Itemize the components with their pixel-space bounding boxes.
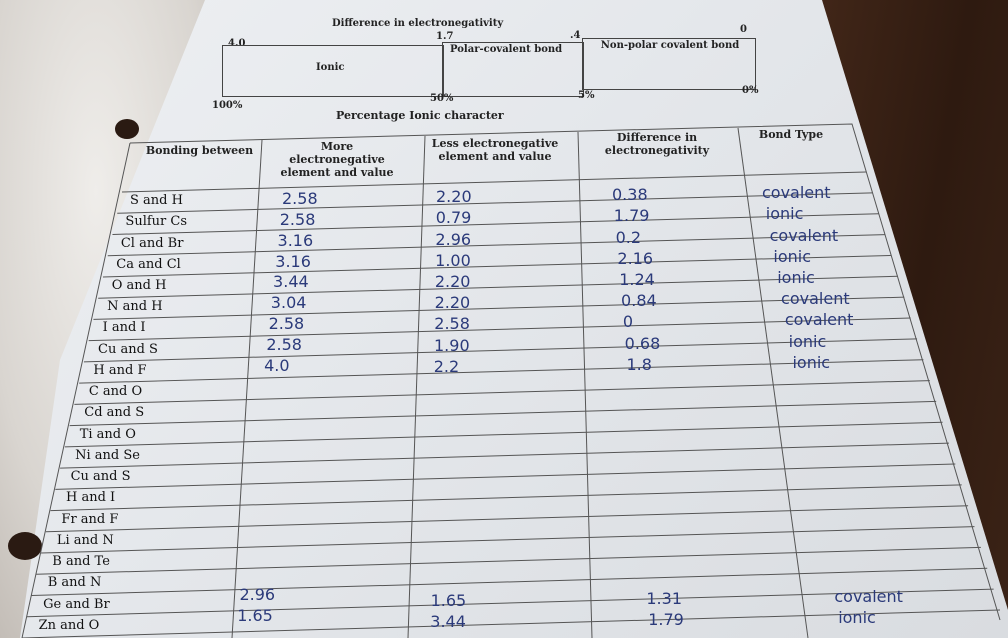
row-divider (60, 443, 949, 468)
row-pair-label: Zn and O (38, 617, 100, 633)
percent-0: 0% (742, 85, 759, 96)
row-divider (41, 527, 974, 553)
difference-value: 0.68 (624, 333, 661, 353)
row-pair-label: Cu and S (70, 469, 131, 485)
header-difference: Difference in electronegativity (604, 131, 710, 157)
scale-title: Difference in electronegativity (332, 18, 504, 29)
row-pair-label: H and I (66, 490, 116, 506)
row-pair-label: H and F (93, 362, 147, 378)
polar-covalent-label: Polar-covalent bond (450, 44, 563, 55)
more-value: 2.96 (239, 584, 276, 604)
less-value: 3.44 (430, 611, 466, 631)
difference-value: 0 (622, 312, 634, 332)
bond-type-value: covalent (762, 183, 831, 203)
row-pair-label: Ti and O (79, 426, 136, 442)
bond-type-value: ionic (838, 607, 876, 627)
percent-50: 50% (430, 93, 454, 104)
row-pair-label: B and N (47, 575, 102, 591)
percent-ionic-title: Percentage Ionic character (336, 109, 504, 122)
bond-type-value: ionic (788, 331, 827, 351)
percent-100: 100% (212, 100, 243, 111)
row-pair-label: Cu and S (98, 341, 158, 357)
difference-value: 1.31 (646, 588, 682, 608)
difference-value: 0.2 (615, 227, 642, 247)
row-divider (46, 506, 968, 532)
row-divider (112, 214, 878, 235)
row-pair-label: Sulfur Cs (125, 214, 188, 230)
row-pair-label: Cl and Br (120, 235, 184, 251)
more-value: 2.58 (268, 314, 305, 334)
row-divider (65, 422, 943, 447)
row-pair-label: Cd and S (84, 405, 145, 421)
less-value: 2.20 (436, 187, 472, 207)
more-value: 2.58 (282, 189, 318, 209)
more-value: 3.16 (277, 230, 314, 250)
row-pair-label: I and I (102, 320, 146, 336)
more-value: 3.44 (273, 272, 309, 292)
row-divider (55, 464, 955, 489)
row-pair-label: Fr and F (61, 511, 119, 527)
bond-type-value: covalent (781, 289, 850, 309)
row-divider (70, 401, 937, 425)
less-value: 2.20 (434, 272, 471, 291)
less-value: 2.2 (433, 356, 460, 376)
less-value: 1.90 (434, 335, 470, 355)
row-pair-label: Ge and Br (43, 596, 110, 612)
header-less-electronegative: Less electronegative element and value (431, 137, 559, 163)
row-divider (117, 193, 872, 213)
bond-type-value: ionic (777, 268, 815, 287)
difference-value: 2.16 (617, 248, 654, 268)
row-pair-label: N and H (107, 299, 163, 315)
difference-value: 0.84 (621, 291, 657, 311)
less-value: 1.00 (435, 250, 471, 270)
difference-value: 1.24 (619, 270, 655, 289)
row-divider (74, 381, 929, 405)
more-value: 4.0 (264, 355, 290, 375)
header-bond-type: Bond Type (758, 128, 824, 141)
scale-tick-0: 0 (740, 24, 747, 35)
difference-value: 0.38 (612, 185, 648, 205)
header-more-electronegative: More electronegative element and value (280, 140, 394, 179)
bond-type-value: covalent (834, 586, 903, 606)
less-value: 2.20 (434, 293, 471, 313)
row-divider (122, 172, 866, 192)
more-value: 3.04 (270, 293, 307, 313)
bond-type-value: covalent (769, 225, 839, 245)
header-bonding-between: Bonding between (145, 144, 254, 157)
nonpolar-covalent-label: Non-polar covalent bond (600, 40, 740, 51)
difference-value: 1.79 (613, 206, 650, 226)
row-pair-label: Ni and Se (75, 447, 140, 463)
less-value: 1.65 (430, 590, 467, 610)
difference-value: 1.79 (648, 609, 684, 629)
more-value: 2.58 (279, 209, 316, 229)
row-pair-label: S and H (130, 193, 183, 209)
row-divider (51, 485, 962, 511)
less-value: 2.58 (434, 314, 470, 334)
row-divider (108, 235, 885, 256)
row-pair-label: Li and N (56, 532, 114, 548)
row-pair-label: O and H (111, 278, 167, 293)
ionic-zone-label: Ionic (316, 62, 345, 73)
scale-tick-04: .4 (570, 30, 581, 41)
bond-type-value: ionic (773, 246, 812, 266)
row-divider (36, 547, 981, 574)
less-value: 2.96 (435, 229, 472, 249)
more-value: 3.16 (275, 251, 311, 271)
row-pair-label: Ca and Cl (116, 256, 181, 272)
bond-type-value: ionic (765, 204, 804, 224)
percent-5: 5% (578, 90, 595, 101)
row-pair-label: B and Te (52, 554, 110, 570)
bond-type-value: covalent (784, 310, 854, 330)
row-pair-label: C and O (88, 384, 143, 400)
less-value: 0.79 (435, 208, 472, 228)
difference-value: 1.8 (626, 354, 652, 374)
more-value: 2.58 (266, 334, 302, 354)
bond-type-value: ionic (792, 352, 831, 372)
scale-tick-1-7: 1.7 (436, 31, 454, 42)
scale-tick-4: 4.0 (228, 38, 246, 49)
more-value: 1.65 (237, 605, 273, 625)
